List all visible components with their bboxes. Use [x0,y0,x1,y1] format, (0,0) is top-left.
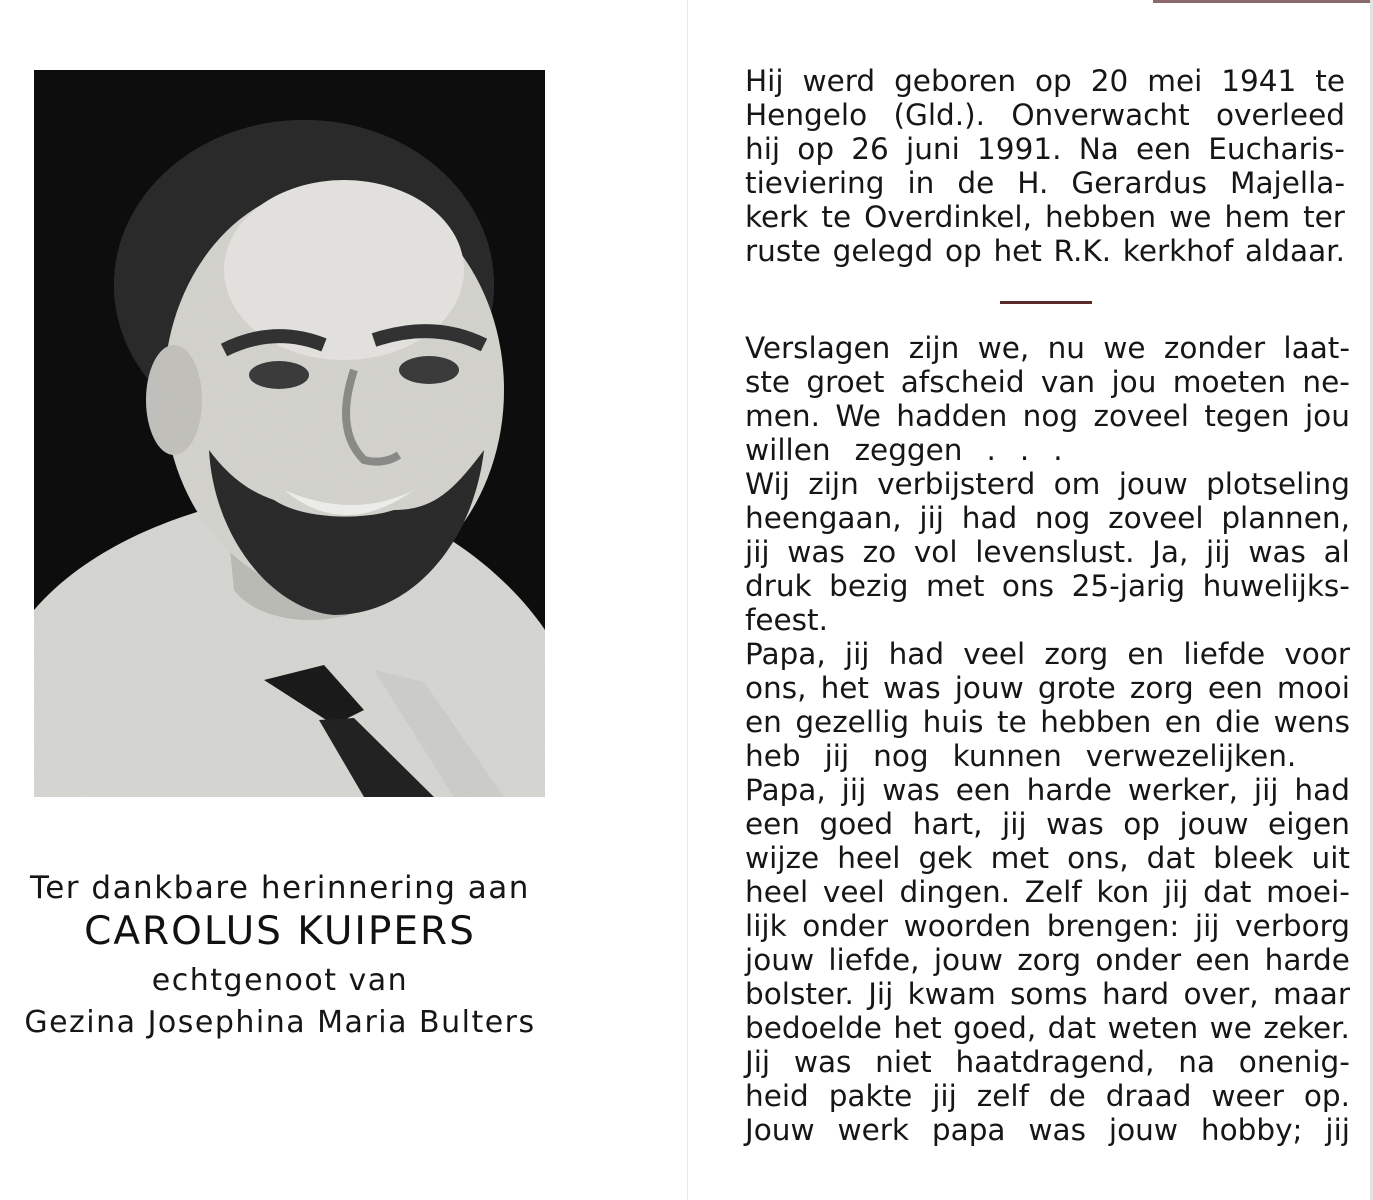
tribute-line: heb jij nog kunnen verwezelijken. [745,739,1297,773]
tribute-line: heid pakte jij zelf de draad weer op. [745,1079,1350,1113]
tribute-line: men. We hadden nog zoveel tegen jou [745,399,1350,433]
tribute-line: heel veel dingen. Zelf kon jij dat moei- [745,875,1350,909]
tribute-line: bedoelde het goed, dat weten we zeker. [745,1011,1350,1045]
tribute-line: wijze heel gek met ons, dat bleek uit [745,841,1350,875]
card-fold [687,0,688,1200]
biography-paragraph [745,64,1345,268]
tribute-line: feest. [745,603,828,637]
tribute-line: Papa, jij was een harde werker, jij had [745,773,1350,807]
tribute-paragraph [745,331,1350,1147]
tribute-line: een goed hart, jij was op jouw eigen [745,807,1350,841]
biography-line: hij op 26 juni 1991. Na een Eucharis- [745,132,1345,166]
tribute-line: druk bezig met ons 25-jarig huwelijks- [745,569,1350,603]
card-edge-top [1153,0,1373,3]
tribute-line: ons, het was jouw grote zorg een mooi [745,671,1350,705]
memorial-intro: Ter dankbare herinnering aan [30,870,530,906]
tribute-line: Wij zijn verbijsterd om jouw plotseling [745,467,1350,501]
relation-text: echtgenoot van [151,963,409,998]
biography-line: Hengelo (Gld.). Onverwacht overleed [745,98,1345,132]
tribute-line: Papa, jij had veel zorg en liefde voor [745,637,1350,671]
tribute-line: Jouw werk papa was jouw hobby; jij [745,1113,1350,1147]
tribute-line: willen zeggen . . . [745,433,1063,467]
portrait-illustration [34,70,545,797]
tribute-line: Verslagen zijn we, nu we zonder laat- [745,331,1350,365]
tribute-line: bolster. Jij kwam soms hard over, maar [745,977,1350,1011]
tribute-line: en gezellig huis te hebben en die wens [745,705,1350,739]
biography-line: tieviering in de H. Gerardus Majella- [745,166,1345,200]
tribute-line: jouw liefde, jouw zorg onder een harde [745,943,1350,977]
tribute-line: heengaan, jij had nog zoveel plannen, [745,501,1350,535]
tribute-line: Jij was niet haatdragend, na onenig- [745,1045,1350,1079]
biography-line: ruste gelegd op het R.K. kerkhof aldaar. [745,234,1345,268]
deceased-name: CAROLUS KUIPERS [84,909,476,954]
tribute-line: lijk onder woorden brengen: jij verborg [745,909,1350,943]
tribute-line: jij was zo vol levenslust. Ja, jij was al [745,535,1350,569]
spouse-name: Gezina Josephina Maria Bulters [24,1005,536,1040]
section-divider [1000,301,1092,304]
biography-line: Hij werd geboren op 20 mei 1941 te [745,64,1345,98]
portrait-photo [34,70,545,797]
tribute-line: ste groet afscheid van jou moeten ne- [745,365,1350,399]
biography-line: kerk te Overdinkel, hebben we hem ter [745,200,1345,234]
